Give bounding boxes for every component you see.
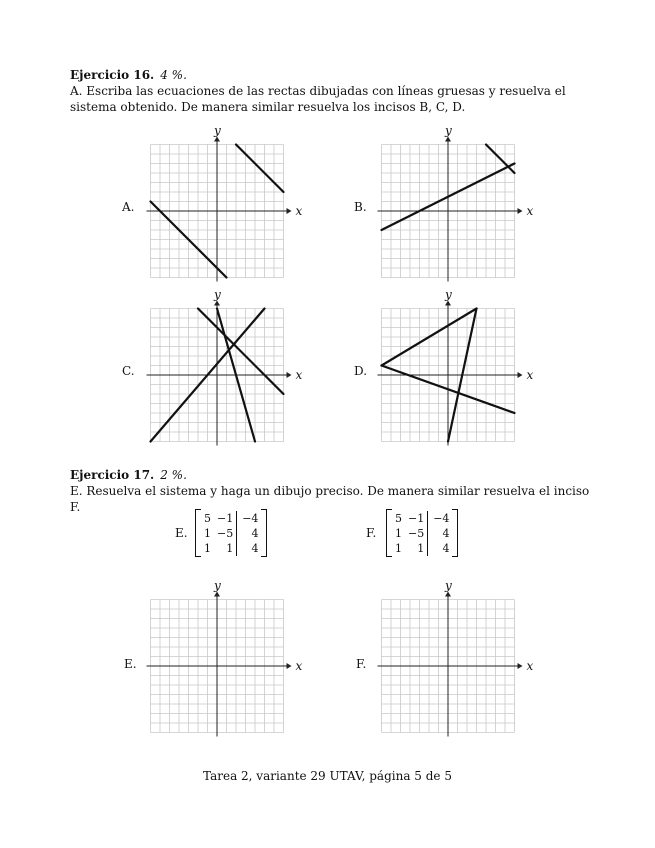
y-axis-label: y	[445, 289, 452, 302]
graph-f	[371, 580, 541, 740]
x-axis-label: x	[295, 659, 303, 673]
graph-label-f: F.	[356, 657, 367, 671]
graph-label-b: B.	[354, 200, 367, 214]
graph-c	[140, 289, 310, 449]
system-e	[175, 509, 267, 557]
page-footer: Tarea 2, variante 29 UTAV, página 5 de 5	[203, 769, 452, 783]
matrix-cell: −4	[428, 511, 453, 526]
matrix-cell: 1	[204, 541, 211, 555]
exercise-16-text: A. Escriba las ecuaciones de las rectas dibujadas con líneas gruesas y resuelva el sistema obtenido. De manera similar resuelva los incisos B, C, D.	[70, 84, 566, 114]
x-axis-arrow	[287, 663, 292, 669]
plotted-line	[486, 145, 515, 174]
matrix-cell: 1	[226, 541, 234, 555]
plotted-line	[198, 309, 284, 395]
graph-d	[371, 289, 541, 449]
y-axis-label: y	[445, 580, 452, 593]
x-axis-arrow	[518, 663, 523, 669]
y-axis-label: y	[214, 289, 221, 302]
y-axis-label: y	[214, 125, 221, 138]
matrix-cell: 1	[395, 526, 402, 540]
graph-a	[140, 125, 310, 285]
x-axis-label: x	[295, 204, 303, 218]
graph-label-e: E.	[124, 657, 137, 671]
system-f-label: F.	[366, 526, 377, 540]
exercise-17-heading	[70, 467, 187, 483]
x-axis-arrow	[287, 372, 292, 378]
matrix-cell: 1	[204, 526, 211, 540]
exercise-17-title: Ejercicio 17.	[70, 468, 155, 482]
matrix-cell: −1	[408, 511, 425, 525]
exercise-16-title: Ejercicio 16.	[70, 68, 155, 82]
x-axis-label: x	[295, 368, 303, 382]
matrix-cell: −1	[217, 511, 234, 525]
matrix-cell: 4	[237, 526, 262, 541]
matrix-cell: 1	[395, 541, 402, 555]
exercise-16-weight: 4 %.	[160, 68, 187, 82]
matrix-cell: −5	[408, 526, 425, 540]
graph-label-d: D.	[354, 364, 368, 378]
system-e-label: E.	[175, 526, 188, 540]
system-f	[366, 509, 458, 557]
x-axis-label: x	[526, 368, 534, 382]
graph-e	[140, 580, 310, 740]
x-axis-label: x	[526, 659, 534, 673]
exercise-17-weight: 2 %.	[160, 468, 187, 482]
augmented-matrix-f	[392, 511, 452, 556]
matrix-cell: −5	[217, 526, 234, 540]
matrix-cell: 4	[428, 526, 453, 541]
augmented-matrix-e	[201, 511, 261, 556]
matrix-cell: 5	[204, 511, 211, 525]
graph-label-c: C.	[122, 364, 135, 378]
bracket-right	[452, 509, 458, 557]
matrix-cell: −4	[237, 511, 262, 526]
x-axis-arrow	[287, 208, 292, 214]
exercise-17-text: E. Resuelva el sistema y haga un dibujo preciso. De manera similar resuelva el inciso F.	[70, 484, 590, 514]
matrix-cell: 4	[428, 541, 453, 556]
matrix-cell: 5	[395, 511, 402, 525]
bracket-right	[261, 509, 267, 557]
x-axis-arrow	[518, 372, 523, 378]
exercise-16-heading	[70, 67, 187, 83]
y-axis-label: y	[445, 125, 452, 138]
graph-label-a: A.	[122, 200, 135, 214]
x-axis-arrow	[518, 208, 523, 214]
y-axis-label: y	[214, 580, 221, 593]
matrix-cell: 4	[237, 541, 262, 556]
matrix-cell: 1	[417, 541, 425, 555]
x-axis-label: x	[526, 204, 534, 218]
graph-b	[371, 125, 541, 285]
plotted-line	[236, 145, 284, 193]
